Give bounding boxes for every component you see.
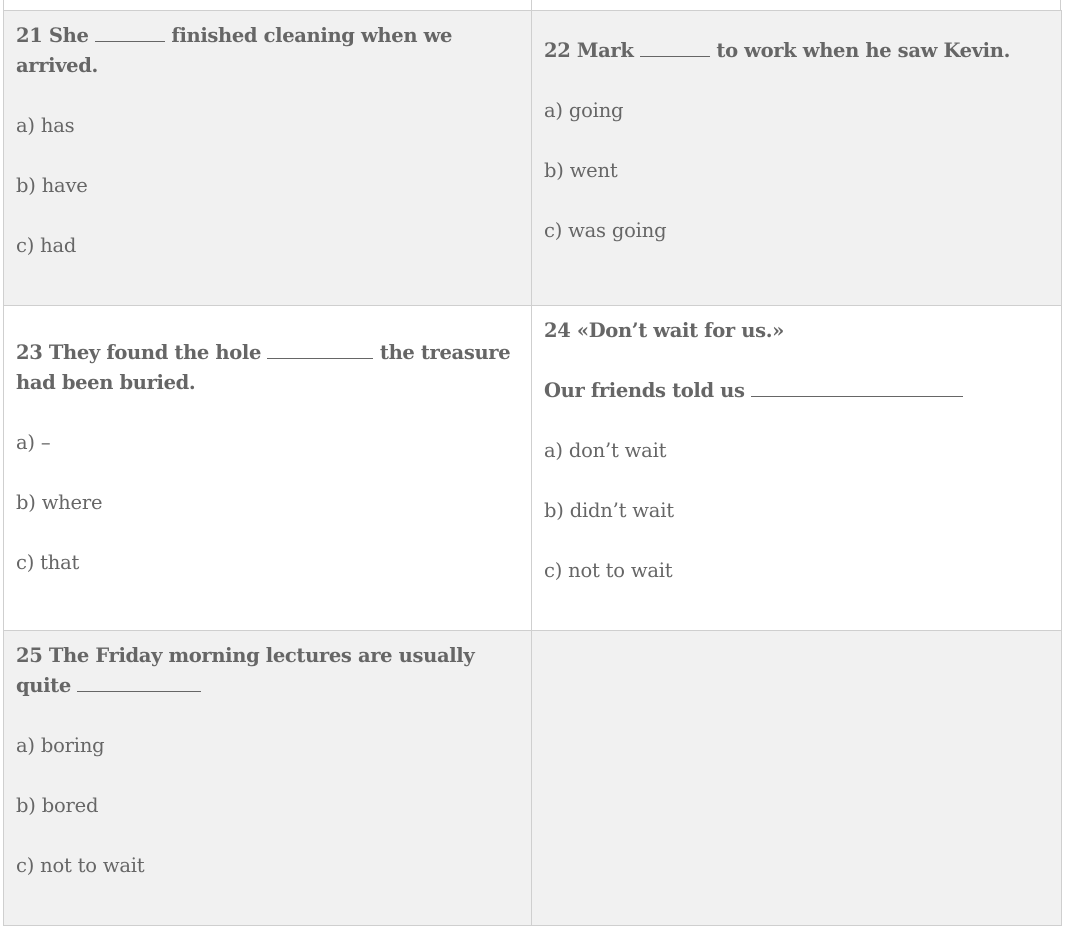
question-number: 24: [544, 319, 571, 342]
answer-blank: [751, 378, 963, 397]
option-b[interactable]: b) bored: [16, 794, 99, 817]
question-25-cell: [4, 631, 532, 926]
table-top-edge: [3, 0, 1061, 10]
question-number: 22: [544, 39, 571, 62]
option-c[interactable]: c) had: [16, 234, 77, 257]
option-c[interactable]: c) not to wait: [16, 854, 145, 877]
options-list: [544, 96, 1049, 246]
options-list: [16, 111, 519, 261]
option-c[interactable]: c) that: [16, 551, 80, 574]
question-text-before: They found the hole: [48, 341, 262, 364]
options-list: [16, 428, 519, 578]
question-number: 21: [16, 24, 43, 47]
question-quote: «Don’t wait for us.»: [576, 319, 784, 342]
question-24-cell: [532, 306, 1062, 631]
question-text-after: the treasure had been buried.: [16, 341, 511, 394]
question-prompt-text: Our friends told us: [544, 379, 745, 402]
answer-blank: [640, 38, 710, 57]
question-23-text: [16, 306, 519, 398]
answer-blank: [267, 340, 373, 359]
options-list: [544, 436, 1049, 586]
option-a[interactable]: a) going: [544, 99, 624, 122]
question-text-after: to work when he saw Kevin.: [716, 39, 1011, 62]
question-24-text: [544, 306, 1049, 346]
option-a[interactable]: a) has: [16, 114, 75, 137]
question-22-text: [544, 11, 1049, 66]
option-b[interactable]: b) didn’t wait: [544, 499, 674, 522]
question-text-before: She: [48, 24, 89, 47]
option-a[interactable]: a) boring: [16, 734, 105, 757]
option-a[interactable]: a) –: [16, 431, 51, 454]
quiz-table: [3, 10, 1062, 926]
option-b[interactable]: b) have: [16, 174, 88, 197]
question-text-after: finished cleaning when we arrived.: [16, 24, 453, 77]
table-row: [4, 11, 1062, 306]
option-a[interactable]: a) don’t wait: [544, 439, 667, 462]
question-number: 25: [16, 644, 43, 667]
question-23-cell: [4, 306, 532, 631]
option-c[interactable]: c) was going: [544, 219, 667, 242]
table-row: [4, 631, 1062, 926]
question-21-cell: [4, 11, 532, 306]
question-text-before: The Friday morning lectures are usually quite: [16, 644, 475, 697]
option-b[interactable]: b) where: [16, 491, 103, 514]
question-24-prompt: [544, 376, 1049, 406]
question-22-cell: [532, 11, 1062, 306]
answer-blank: [77, 673, 201, 692]
question-21-text: [16, 11, 519, 81]
question-25-text: [16, 631, 519, 701]
option-b[interactable]: b) went: [544, 159, 618, 182]
question-number: 23: [16, 341, 43, 364]
option-c[interactable]: c) not to wait: [544, 559, 673, 582]
empty-cell: [532, 631, 1062, 926]
options-list: [16, 731, 519, 881]
answer-blank: [95, 23, 165, 42]
table-row: [4, 306, 1062, 631]
question-text-before: Mark: [576, 39, 634, 62]
